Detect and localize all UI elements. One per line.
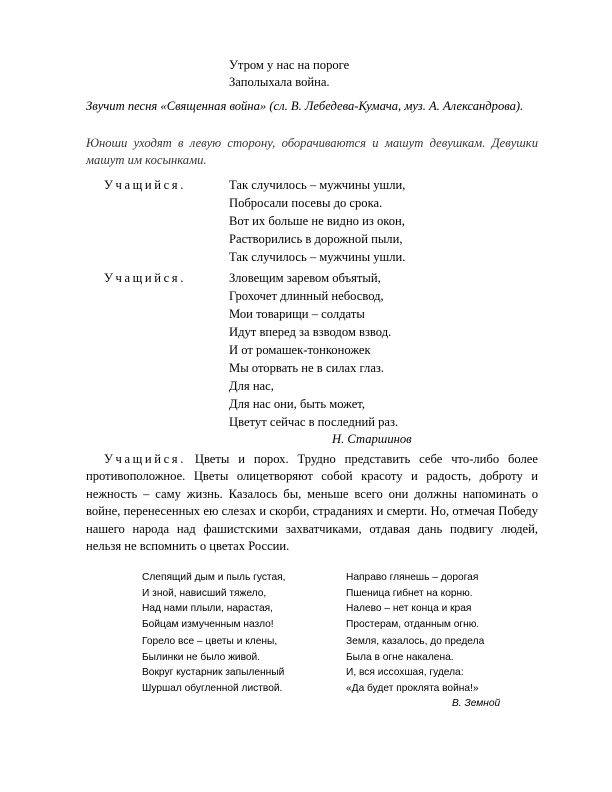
speaker-label: Учащийся. [104, 178, 186, 192]
poem-author: Н. Старшинов [332, 432, 412, 446]
verse-line: И от ромашек-тонконожек [229, 343, 371, 357]
verse-line: Шуршал обугленной листвой. [142, 682, 283, 694]
verse-line: И зной, нависший тяжело, [142, 587, 267, 599]
intro-poem-line: Утром у нас на пороге [229, 58, 350, 72]
prose-paragraph [86, 451, 538, 555]
verse-line: Слепящий дым и пыль густая, [142, 572, 286, 583]
verse-line: Бойцам измученным назло! [142, 618, 274, 630]
verse-line: Идут вперед за взводом взвод. [229, 325, 392, 339]
intro-poem-line: Заполыхала война. [229, 75, 330, 89]
right-stanza-1 [346, 570, 479, 632]
left-stanza-2 [142, 634, 284, 696]
verse-line: Так случилось – мужчины ушли, [229, 178, 406, 192]
stage-direction-farewell: Юноши уходят в левую сторону, оборачиваются и машут девушкам. Девушки машут им косынками. [86, 136, 538, 168]
verse-line: Для нас, [229, 379, 274, 393]
verse-line: Налево – нет конца и края [346, 603, 472, 614]
verse-line: «Да будет проклята война!» [346, 682, 479, 694]
verse-line: Так случилось – мужчины ушли. [229, 250, 406, 264]
verse-line: Зловещим заревом объятый, [229, 271, 381, 285]
verse-line: Побросали посевы до срока. [229, 196, 383, 210]
verse-line: Простерам, отданным огню. [346, 618, 480, 630]
verse-line: Былинки не было живой. [142, 651, 261, 663]
prose-text: Цветы и порох. Трудно представить себе что-либо более противоположное. Цветы олицетворяют собой красоту и радость, доброту и нежность – саму жизнь. Казалось бы, меньше всего они должны напоминать о войне, перенесенных ею слезах и скорби, страданиях и смерти. Но, отмечая Победу нашего народа над фашистскими захватчиками, отдавая дань подвигу людей, нельзя не вспомнить о цветах России. [86, 452, 538, 554]
verse-line: Земля, казалось, до предела [346, 636, 485, 647]
verse-line: Вокруг кустарник запыленный [142, 667, 285, 678]
verse-line: Растворились в дорожной пыли, [229, 232, 403, 246]
left-stanza-1 [142, 570, 286, 632]
verse-line: Над нами плыли, нарастая, [142, 603, 273, 614]
verse-line: Горело все – цветы и клены, [142, 636, 278, 647]
right-stanza-2 [346, 634, 484, 696]
verse-line: И, вся иссохшая, гудела: [346, 667, 464, 678]
speaker-label: Учащийся. [104, 452, 186, 466]
verse-line: Мои товарищи – солдаты [229, 307, 365, 321]
verse-line: Вот их больше не видно из окон, [229, 214, 405, 228]
speaker-label: Учащийся. [104, 271, 186, 285]
verse-line: Грохочет длинный небосвод, [229, 289, 384, 303]
verse-line: Цветут сейчас в последний раз. [229, 415, 399, 429]
verse-line: Мы оторвать не в силах глаз. [229, 361, 385, 375]
verse-line: Направо глянешь – дорогая [346, 572, 479, 583]
poem-author: В. Земной [452, 698, 501, 709]
verse-line: Для нас они, быть может, [229, 397, 366, 411]
stage-direction-song: Звучит песня «Священная война» (сл. В. Лебедева-Кумача, муз. А. Александрова). [86, 99, 524, 113]
verse-line: Пшеница гибнет на корню. [346, 587, 473, 599]
verse-line: Была в огне накалена. [346, 651, 454, 663]
